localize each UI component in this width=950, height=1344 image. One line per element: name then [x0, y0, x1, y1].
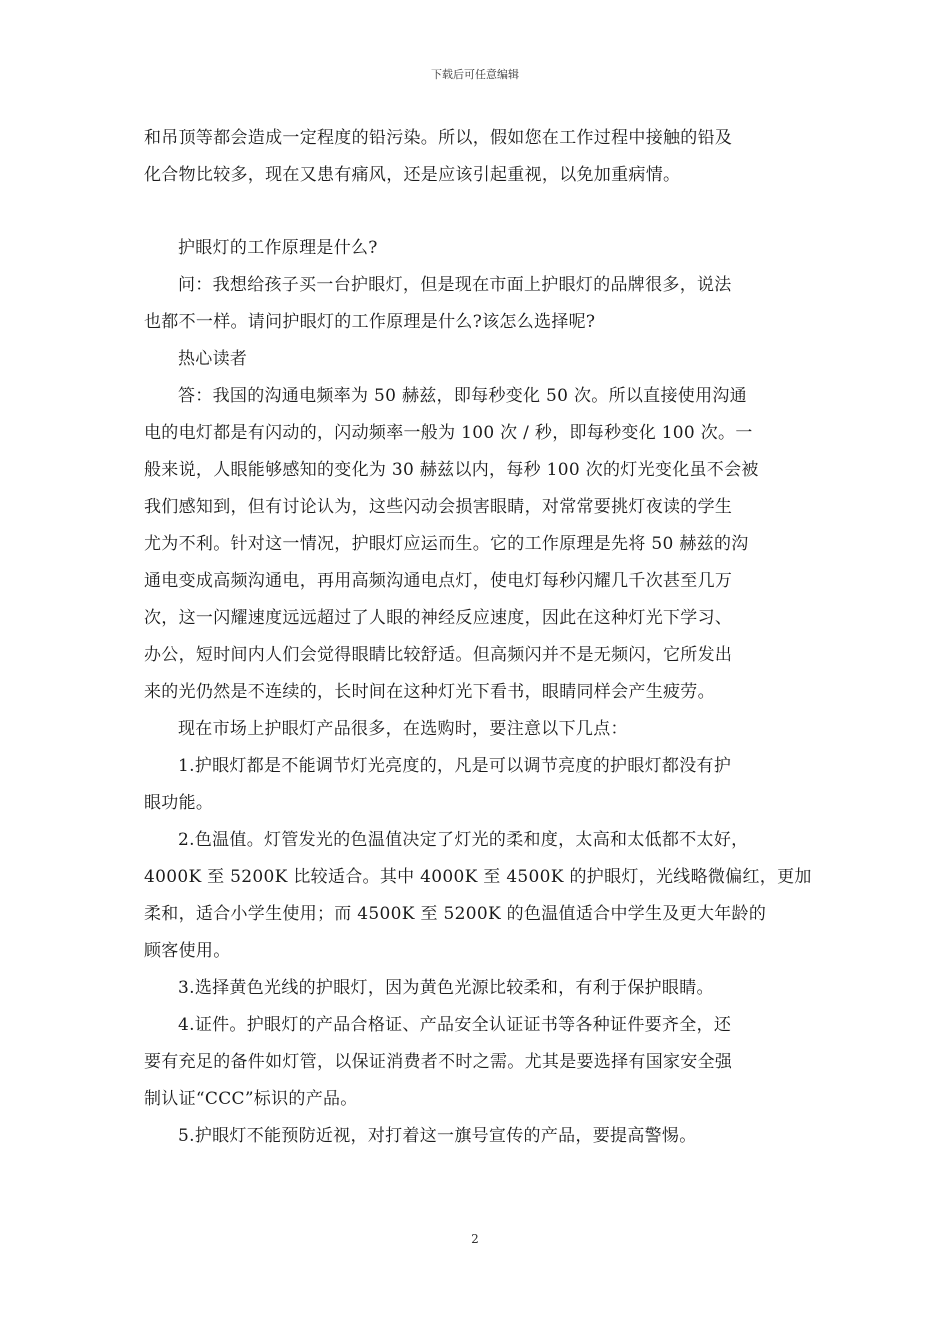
- text-line: 也都不一样。请问护眼灯的工作原理是什么?该怎么选择呢?: [144, 312, 596, 332]
- list-item-line: 顾客使用。: [144, 941, 231, 961]
- list-item-line: 制认证“CCC”标识的产品。: [144, 1089, 358, 1109]
- text-line: 和吊顶等都会造成一定程度的铅污染。所以，假如您在工作过程中接触的铅及: [144, 128, 733, 148]
- text-line: 问：我想给孩子买一台护眼灯，但是现在市面上护眼灯的品牌很多，说法: [178, 275, 732, 295]
- list-item-line: 5.护眼灯不能预防近视，对打着这一旗号宣传的产品，要提高警惕。: [178, 1126, 697, 1146]
- text-line: 答：我国的沟通电频率为 50 赫兹，即每秒变化 50 次。所以直接使用沟通: [178, 386, 747, 406]
- section-title: 护眼灯的工作原理是什么?: [178, 238, 378, 258]
- list-item-line: 眼功能。: [144, 793, 214, 813]
- text-line: 次，这一闪耀速度远远超过了人眼的神经反应速度，因此在这种灯光下学习、: [144, 608, 733, 628]
- text-line: 现在市场上护眼灯产品很多，在选购时，要注意以下几点：: [178, 719, 628, 739]
- list-item-line: 2.色温值。灯管发光的色温值决定了灯光的柔和度，太高和太低都不太好，: [178, 830, 749, 850]
- text-line: 尤为不利。针对这一情况，护眼灯应运而生。它的工作原理是先将 50 赫兹的沟: [144, 534, 749, 554]
- list-item-line: 4000K 至 5200K 比较适合。其中 4000K 至 4500K 的护眼灯，光线略微偏红，更加: [144, 867, 812, 887]
- reader-signature: 热心读者: [178, 349, 248, 369]
- text-line: 电的电灯都是有闪动的，闪动频率一般为 100 次 / 秒，即每秒变化 100 次。一: [144, 423, 753, 443]
- document-body: [144, 120, 812, 1155]
- text-line: 来的光仍然是不连续的，长时间在这种灯光下看书，眼睛同样会产生疲劳。: [144, 682, 715, 702]
- text-line: 通电变成高频沟通电，再用高频沟通电点灯，使电灯每秒闪耀几千次甚至几万: [144, 571, 733, 591]
- text-line: 化合物比较多，现在又患有痛风，还是应该引起重视，以免加重病情。: [144, 165, 681, 185]
- paragraph-gap: [144, 194, 808, 230]
- text-line: 般来说，人眼能够感知的变化为 30 赫兹以内，每秒 100 次的灯光变化虽不会被: [144, 460, 759, 480]
- list-item-line: 3.选择黄色光线的护眼灯，因为黄色光源比较柔和，有利于保护眼睛。: [178, 978, 714, 998]
- page-number: 2: [471, 1232, 479, 1246]
- list-item-line: 要有充足的备件如灯管，以保证消费者不时之需。尤其是要选择有国家安全强: [144, 1052, 733, 1072]
- text-line: 办公，短时间内人们会觉得眼睛比较舒适。但高频闪并不是无频闪，它所发出: [144, 645, 733, 665]
- list-item-line: 柔和，适合小学生使用；而 4500K 至 5200K 的色温值适合中学生及更大年龄的: [144, 904, 767, 924]
- list-item-line: 1.护眼灯都是不能调节灯光亮度的，凡是可以调节亮度的护眼灯都没有护: [178, 756, 732, 776]
- text-line: 我们感知到，但有讨论认为，这些闪动会损害眼睛，对常常要挑灯夜读的学生: [144, 497, 733, 517]
- list-item-line: 4.证件。护眼灯的产品合格证、产品安全认证证书等各种证件要齐全，还: [178, 1015, 732, 1035]
- page-header: 下载后可任意编辑: [431, 68, 519, 81]
